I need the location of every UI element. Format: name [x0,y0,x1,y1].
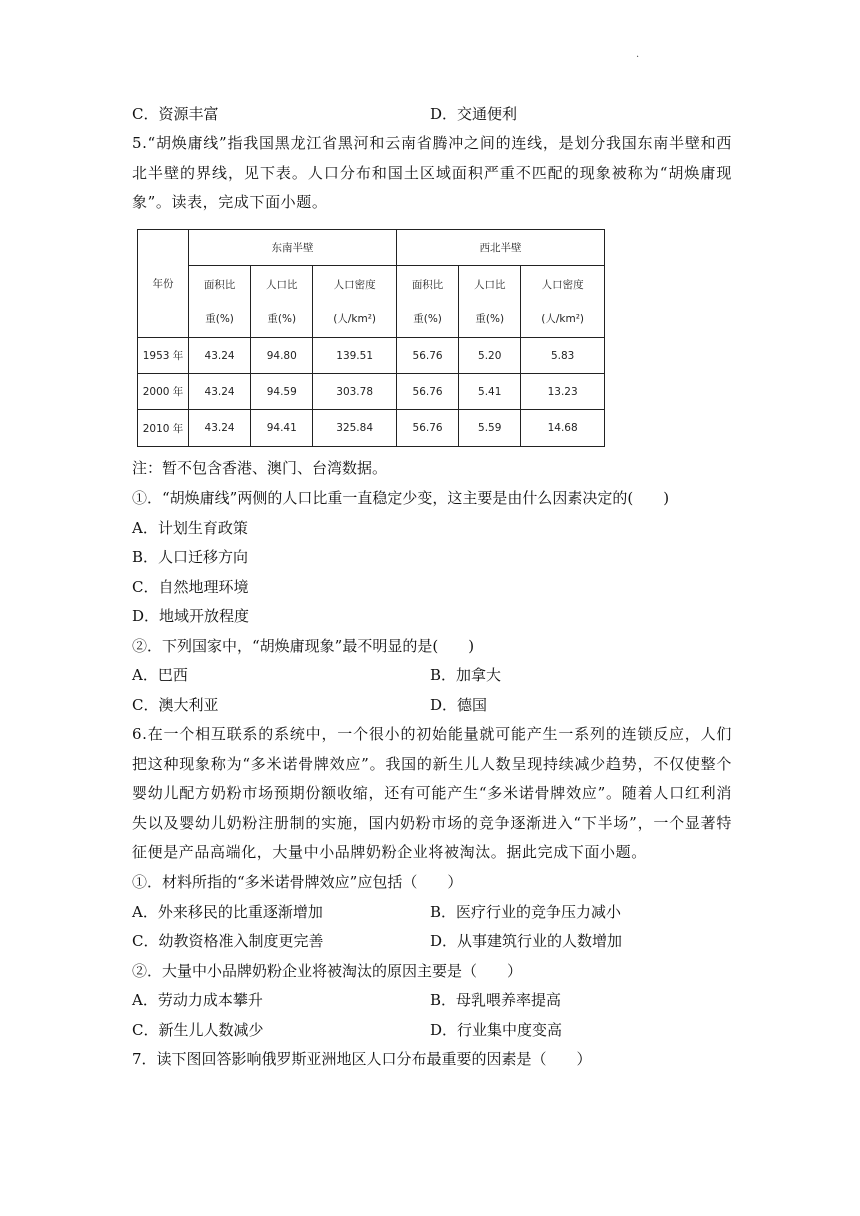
sub-header: 人口密度 (人/km²) [521,266,605,338]
option-d-top: D．交通便利 [430,105,518,123]
table-cell: 94.80 [251,338,313,374]
q6-sub1-option-c: C．幼教资格准入制度更完善 [132,932,324,950]
table-cell: 5.20 [459,338,521,374]
q6-sub2-option-c: C．新生儿人数减少 [132,1021,264,1039]
q6-sub2-option-a: A．劳动力成本攀升 [132,991,263,1009]
table-cell: 13.23 [521,374,605,410]
table-cell: 94.59 [251,374,313,410]
page-mark: · [636,52,640,63]
q7-stem: 7．读下图回答影响俄罗斯亚洲地区人口分布最重要的因素是（ ） [132,1050,592,1068]
q6-sub2-stem: ②．大量中小品牌奶粉企业将被淘汰的原因主要是（ ） [132,962,523,980]
q5-sub1-option-a: A．计划生育政策 [132,519,248,537]
table-cell: 5.83 [521,338,605,374]
q6-sub1-option-a: A．外来移民的比重逐渐增加 [132,903,323,921]
q5-sub2-stem: ②．下列国家中，“胡焕庸现象”最不明显的是( ) [132,637,475,655]
population-table [137,229,605,447]
q5-sub2-option-d: D．德国 [430,696,488,714]
table-cell: 56.76 [396,410,458,447]
q6-intro: 6.在一个相互联系的系统中，一个很小的初始能量就可能产生一系列的连锁反应，人们把这种现象称为“多米诺骨牌效应”。我国的新生儿人数呈现持续减少趋势，不仅使整个婴幼儿配方奶粉市场预期份额收缩，还有可能产生“多米诺骨牌效应”。随着人口红利消失以及婴幼儿奶粉注册制的实施，国内奶粉市场的竞争逐渐进入“下半场”，一个显著特征便是产品高端化，大量中小品牌奶粉企业将被淘汰。据此完成下面小题。 [132,725,732,861]
table-cell: 43.24 [189,410,251,447]
sub-header: 人口密度 (人/km²) [313,266,397,338]
table-cell: 43.24 [189,374,251,410]
table-row [138,374,605,410]
table-cell-year: 2000 年 [138,374,189,410]
table-cell: 325.84 [313,410,397,447]
q6-sub1-option-d: D．从事建筑行业的人数增加 [430,932,623,950]
sub-header: 人口比 重(%) [251,266,313,338]
q6-sub1-option-b: B．医疗行业的竞争压力减小 [430,903,622,921]
table-cell-year: 2010 年 [138,410,189,447]
table-cell: 43.24 [189,338,251,374]
q5-sub2-option-b: B．加拿大 [430,666,502,684]
q6-sub1-stem: ①．材料所指的“多米诺骨牌效应”应包括（ ） [132,873,463,891]
q6-sub2-option-b: B．母乳喂养率提高 [430,991,562,1009]
q5-sub1-option-b: B．人口迁移方向 [132,548,249,566]
group-header-northwest: 西北半壁 [396,230,604,266]
sub-header: 人口比 重(%) [459,266,521,338]
table-cell: 14.68 [521,410,605,447]
sub-header: 面积比 重(%) [189,266,251,338]
sub-header: 面积比 重(%) [396,266,458,338]
table-note: 注：暂不包含香港、澳门、台湾数据。 [132,459,388,477]
table-cell: 139.51 [313,338,397,374]
table-cell: 94.41 [251,410,313,447]
q5-sub2-option-a: A．巴西 [132,666,188,684]
q5-sub1-option-c: C．自然地理环境 [132,578,249,596]
q5-sub2-option-c: C．澳大利亚 [132,696,219,714]
q5-sub1-stem: ①．“胡焕庸线”两侧的人口比重一直稳定少变，这主要是由什么因素决定的( ) [132,489,670,507]
table-cell: 56.76 [396,374,458,410]
group-header-southeast: 东南半壁 [189,230,397,266]
option-c-top: C．资源丰富 [132,105,219,123]
table-cell: 303.78 [313,374,397,410]
year-header: 年份 [138,230,189,338]
table-cell: 5.59 [459,410,521,447]
q5-intro: 5.“胡焕庸线”指我国黑龙江省黑河和云南省腾冲之间的连线，是划分我国东南半壁和西北半壁的界线，见下表。人口分布和国土区域面积严重不匹配的现象被称为“胡焕庸现象”。读表，完成下面小题。 [132,134,732,211]
q6-sub2-option-d: D．行业集中度变高 [430,1021,563,1039]
table-row [138,338,605,374]
table-row [138,410,605,447]
table-cell: 56.76 [396,338,458,374]
table-cell-year: 1953 年 [138,338,189,374]
q5-sub1-option-d: D．地域开放程度 [132,607,250,625]
table-cell: 5.41 [459,374,521,410]
